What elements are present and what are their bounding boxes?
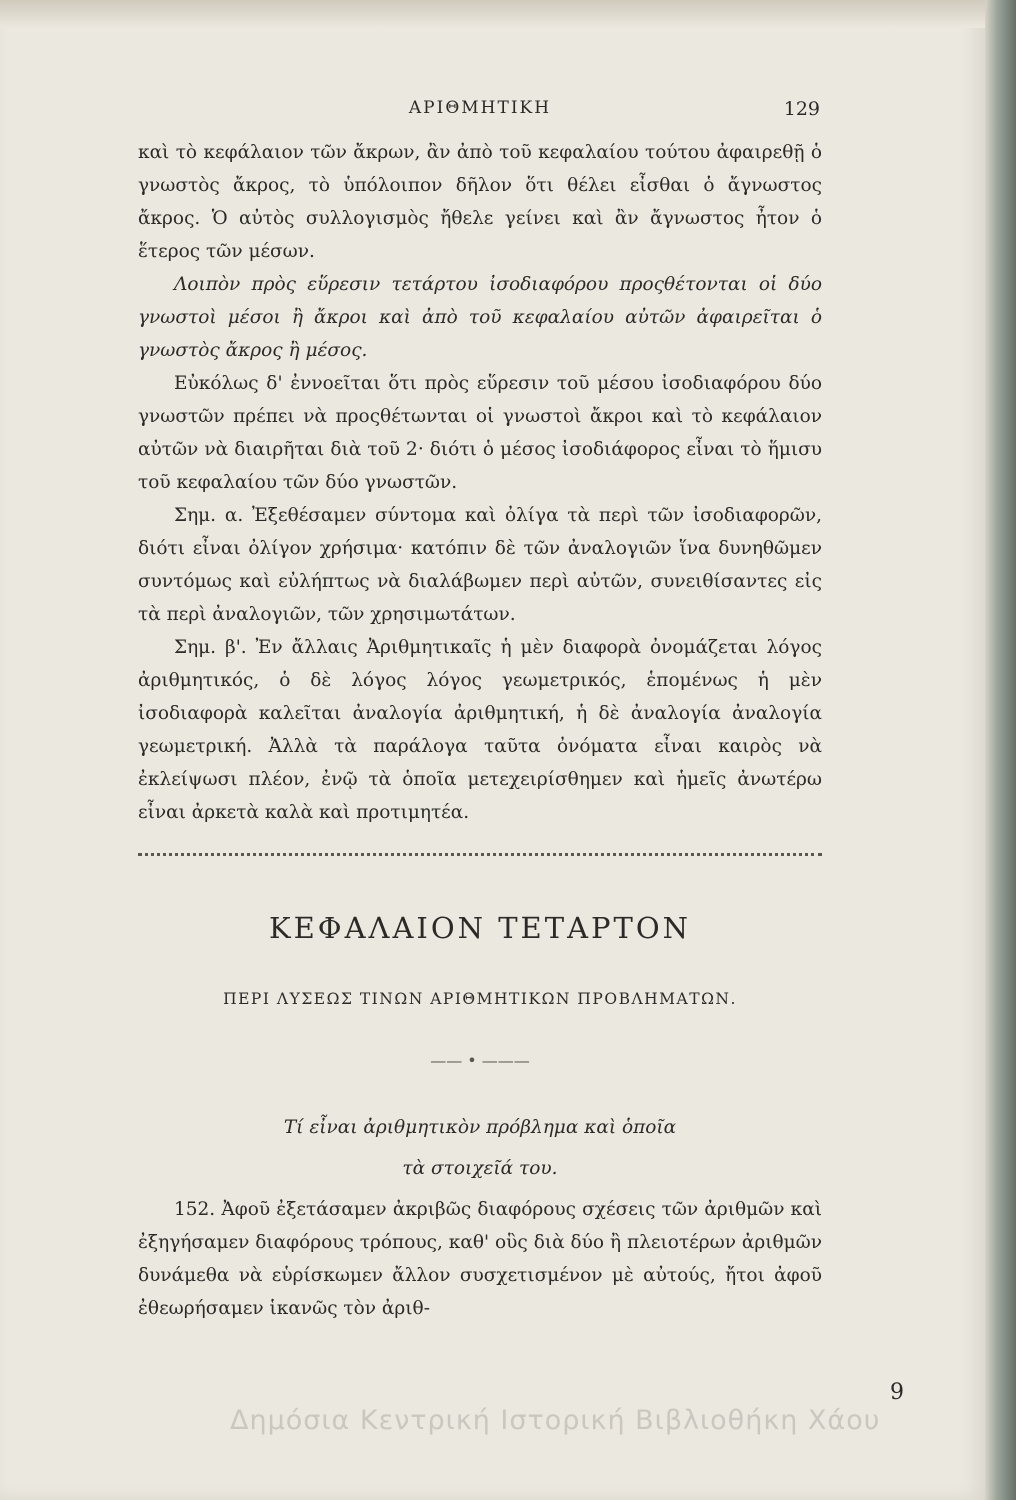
paragraph-mean: Εὐκόλως δ' ἐννοεῖται ὅτι πρὸς εὕρεσιν τοῦ μέσου ἰσοδιαφόρου δύο γνωστῶν πρέπει νὰ προςθέτωνται οἱ γνωστοὶ ἄκροι καὶ τὸ κεφάλαιον αὐτῶν νὰ διαιρῆται διὰ τοῦ 2· διότι ὁ μέσος ἰσοδιάφορος εἶναι τὸ ἥμισυ τοῦ κεφαλαίου τῶν δύο γνωστῶν. [138, 373, 822, 493]
paragraph-continuation: καὶ τὸ κεφάλαιον τῶν ἄκρων, ἂν ἀπὸ τοῦ κεφαλαίου τούτου ἀφαιρεθῇ ὁ γνωστὸς ἄκρος, τὸ ὑπόλοιπον δῆλον ὅτι θέλει εἶσθαι ὁ ἄγνωστος ἄκρος. Ὁ αὐτὸς συλλογισμὸς ἤθελε γείνει καὶ ἂν ἄγνωστος ἦτον ὁ ἕτερος τῶν μέσων. [138, 142, 822, 262]
paragraph-152: 152. Ἀφοῦ ἐξετάσαμεν ἀκριβῶς διαφόρους σχέσεις τῶν ἀριθμῶν καὶ ἐξηγήσαμεν διαφόρους τρόπους, καθ' οὓς διὰ δύο ἢ πλειοτέρων ἀριθμῶν δυνάμεθα νὰ εὑρίσκωμεν ἄλλον συσχετισμένον μὲ αὐτούς, ἤτοι ἀφοῦ ἐθεωρήσαμεν ἱκανῶς τὸν ἀριθ- [138, 1199, 822, 1319]
page-number: 129 [783, 98, 820, 120]
running-title: ΑΡΙΘΜΗΤΙΚΗ [408, 98, 552, 118]
page-header [140, 98, 820, 128]
paragraph-rule: Λοιπὸν πρὸς εὕρεσιν τετάρτου ἰσοδιαφόρου προςθέτονται οἱ δύο γνωστοὶ μέσοι ἢ ἄκροι καὶ ἀπὸ τοῦ κεφαλαίου αὐτῶν ἀφαιρεῖται ὁ γνωστὸς ἄκρος ἢ μέσος. [138, 274, 822, 361]
page-top-edge [0, 0, 985, 28]
signature-mark: 9 [890, 1380, 904, 1405]
note-alpha: Σημ. α. Ἐξεθέσαμεν σύντομα καὶ ὀλίγα τὰ περὶ τῶν ἰσοδιαφορῶν, διότι εἶναι ὀλίγον χρήσιμα· κατόπιν δὲ τῶν ἀναλογιῶν ἵνα δυνηθῶμεν συντόμως καὶ εὐλήπτως νὰ διαλάβωμεν περὶ αὐτῶν, συνειθίσαντες εἰς τὰ περὶ ἀναλογιῶν, τῶν χρησιμωτάτων. [138, 505, 822, 625]
note-beta: Σημ. β'. Ἐν ἄλλαις Ἀριθμητικαῖς ἡ μὲν διαφορὰ ὀνομάζεται λόγος ἀριθμητικός, ὁ δὲ λόγος λόγος γεωμετρικός, ἑπομένως ἡ μὲν ἰσοδιαφορὰ καλεῖται ἀναλογία ἀριθμητική, ἡ δὲ ἀναλογία ἀναλογία γεωμετρική. Ἀλλὰ τὰ παράλογα ταῦτα ὀνόματα εἶναι καιρὸς νὰ ἐκλείψωσι πλέον, ἐνῷ τὰ ὁποῖα μετεχειρίσθημεν καὶ ἡμεῖς ἀνωτέρω εἶναι ἀρκετὰ καλὰ καὶ προτιμητέα. [138, 637, 822, 823]
library-watermark: Δημόσια Κεντρική Ιστορική Βιβλιοθήκη Χάου [230, 1405, 881, 1436]
section-heading-line2: τὰ στοιχεῖά του. [402, 1158, 558, 1179]
chapter-subtitle: ΠΕΡΙ ΛΥΣΕΩΣ ΤΙΝΩΝ ΑΡΙΘΜΗΤΙΚΩΝ ΠΡΟΒΛΗΜΑΤΩΝ. [223, 990, 737, 1008]
page-body [138, 136, 822, 1325]
page-right-edge [985, 0, 1016, 1500]
ornament-divider: —— • ——— [430, 1051, 530, 1070]
chapter-title: ΚΕΦΑΛΑΙΟΝ ΤΕΤΑΡΤΟΝ [268, 911, 692, 945]
section-heading-line1: Τί εἶναι ἀριθμητικὸν πρόβλημα καὶ ὁποῖα [283, 1117, 677, 1138]
dotted-divider [138, 853, 822, 862]
